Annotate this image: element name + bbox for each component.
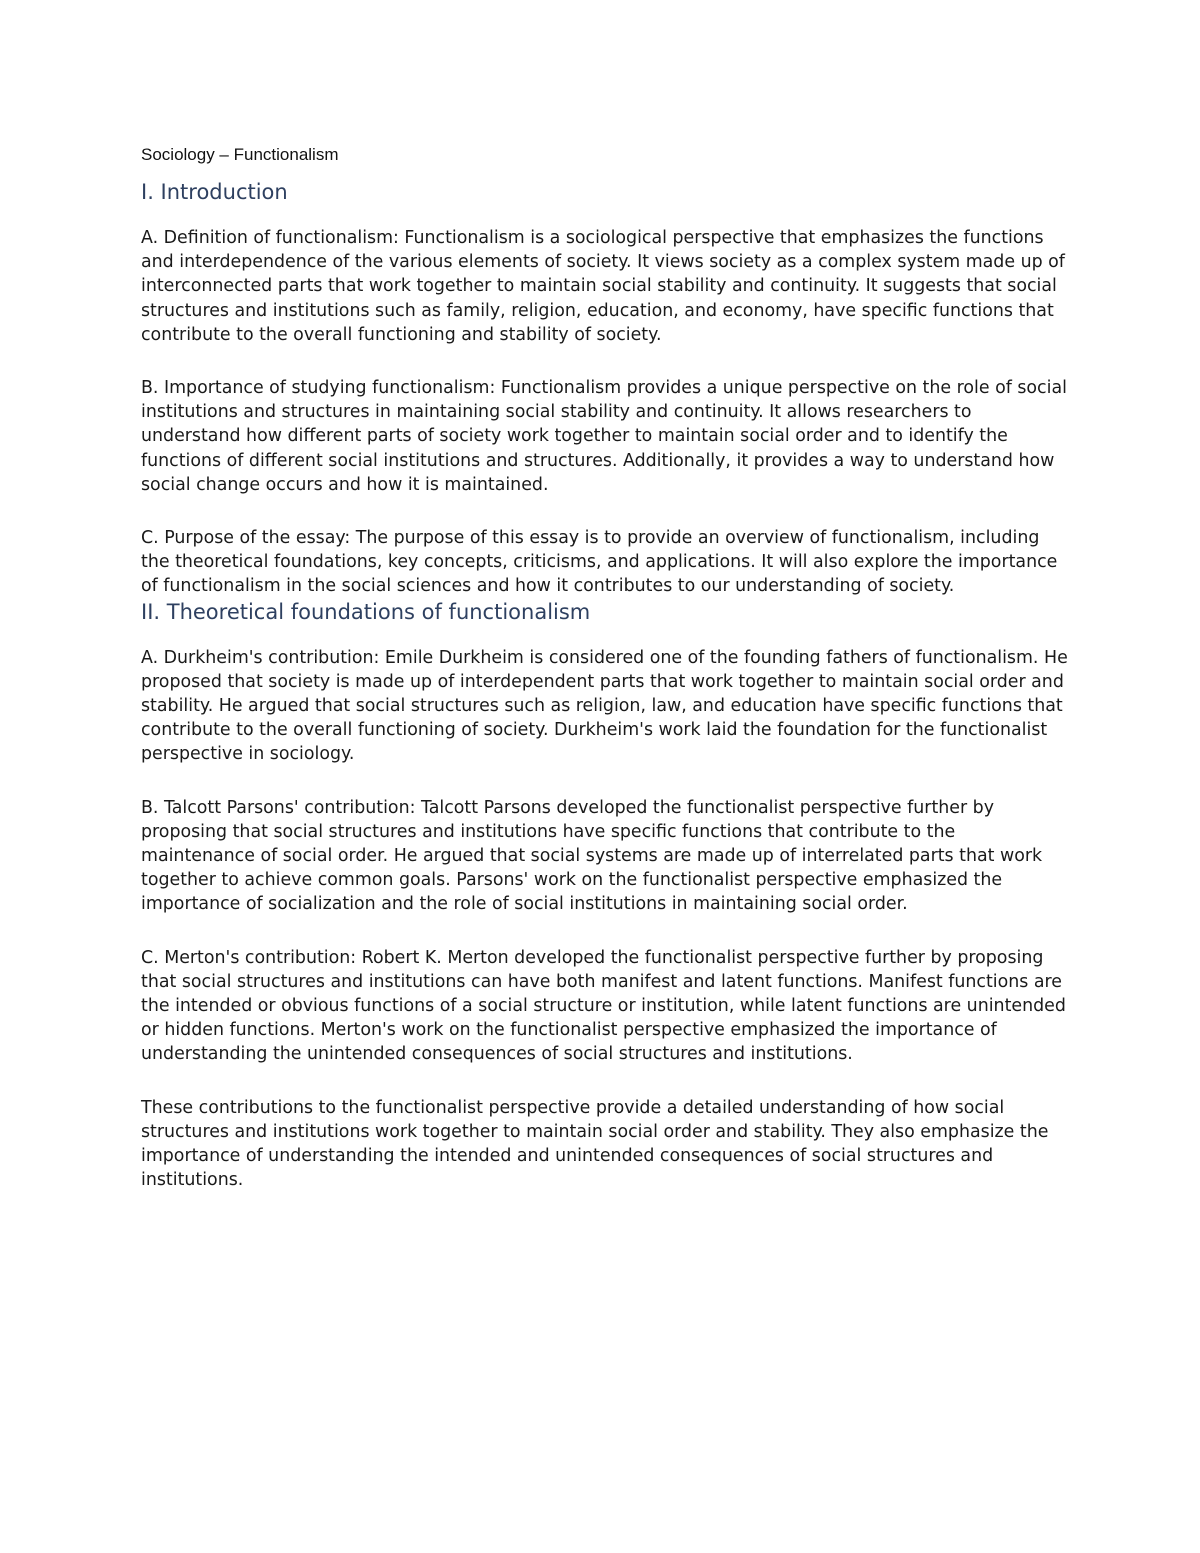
paragraph-durkheim: A. Durkheim's contribution: Emile Durkheim is considered one of the founding fathers of functionalism. He proposed that society is made up of interdependent parts that work together to maintain social order and stability. He argued that social structures such as religion, law, and education have specific functions that contribute to the overall functioning of society. Durkheim's work laid the foundation for the functionalist perspective in sociology. [141, 647, 1068, 765]
document-page [141, 144, 1071, 1222]
paragraph-summary: These contributions to the functionalist perspective provide a detailed understanding of how social structures and institutions work together to maintain social order and stability. They also emphasize the importance of understanding the intended and unintended consequences of social structures and institutions. [141, 1097, 1049, 1191]
paragraph-merton: C. Merton's contribution: Robert K. Merton developed the functionalist perspective further by proposing that social structures and institutions can have both manifest and latent functions. Manifest functions are the intended or obvious functions of a social structure or institution, while latent functions are unintended or hidden functions. Merton's work on the functionalist perspective emphasized the importance of understanding the unintended consequences of social structures and institutions. [141, 947, 1066, 1065]
paragraph-importance: B. Importance of studying functionalism: Functionalism provides a unique perspective on the role of social institutions and structures in maintaining social stability and continuity. It allows researchers to understand how different parts of society work together to maintain social order and to identify the functions of different social institutions and structures. Additionally, it provides a way to understand how social change occurs and how it is maintained. [141, 378, 1067, 495]
section-heading-introduction: I. Introduction [141, 180, 288, 204]
paragraph-definition: A. Definition of functionalism: Functionalism is a sociological perspective that emphasizes the functions and interdependence of the various elements of society. It views society as a complex system made up of interconnected parts that work together to maintain social stability and continuity. It suggests that social structures and institutions such as family, religion, education, and economy, have specific functions that contribute to the overall functioning and stability of society. [141, 228, 1065, 345]
document-title: Sociology – Functionalism [141, 145, 339, 164]
paragraph-parsons: B. Talcott Parsons' contribution: Talcott Parsons developed the functionalist perspective further by proposing that social structures and institutions have specific functions that contribute to the maintenance of social order. He argued that social systems are made up of interrelated parts that work together to achieve common goals. Parsons' work on the functionalist perspective emphasized the importance of socialization and the role of social institutions in maintaining social order. [141, 797, 1043, 915]
section-heading-theoretical-foundations: II. Theoretical foundations of functionalism [141, 599, 591, 624]
paragraph-purpose: C. Purpose of the essay: The purpose of this essay is to provide an overview of functionalism, including the theoretical foundations, key concepts, criticisms, and applications. It will also explore the importance of functionalism in the social sciences and how it contributes to our understanding of society. [141, 528, 1058, 597]
